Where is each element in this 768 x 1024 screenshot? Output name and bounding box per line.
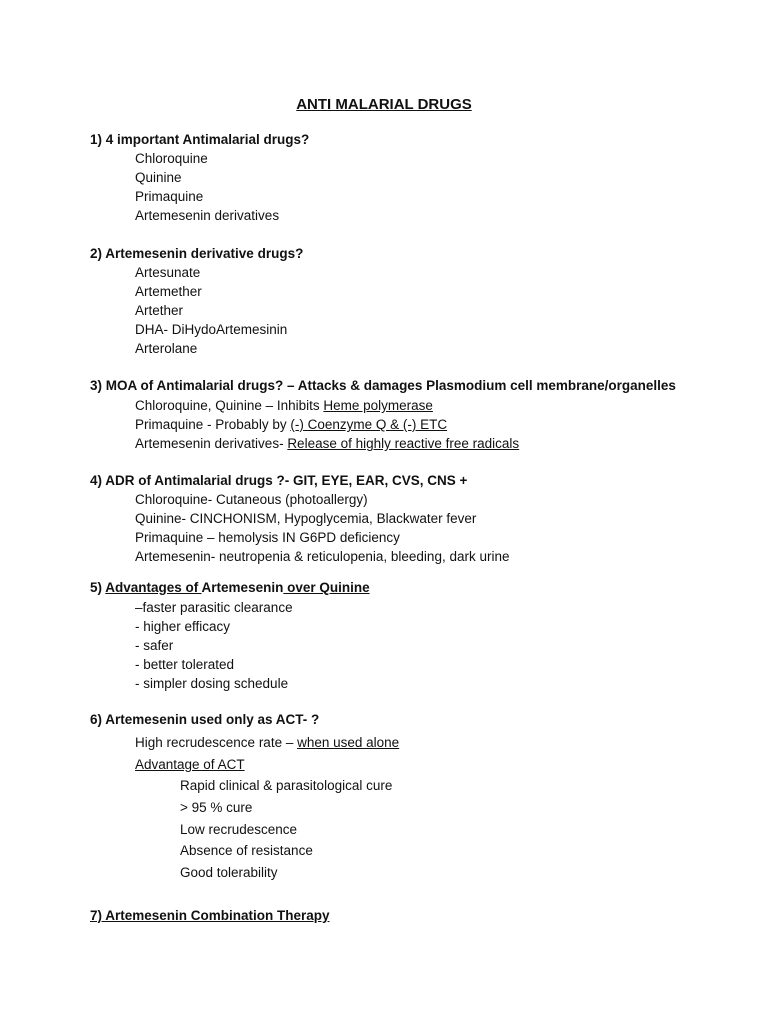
- question-7-heading: 7) Artemesenin Combination Therapy: [90, 908, 330, 923]
- list-item: Quinine: [135, 170, 182, 185]
- list-item: Artemesenin derivatives: [135, 208, 280, 223]
- list-item: Artemether: [135, 284, 202, 299]
- item-text: High recrudescence rate –: [135, 735, 298, 750]
- list-item: Primaquine – hemolysis IN G6PD deficiency: [135, 530, 400, 545]
- list-item: - better tolerated: [135, 657, 235, 672]
- item-underlined-text: (-) Coenzyme Q & (-) ETC: [290, 417, 448, 432]
- heading-underlined-text: Advantages of: [105, 580, 202, 595]
- list-item: Artemesenin- neutropenia & reticulopenia, bleeding, dark urine: [135, 549, 510, 564]
- page-title: ANTI MALARIAL DRUGS: [296, 96, 472, 113]
- list-item: Rapid clinical & parasitological cure: [180, 778, 393, 793]
- list-item: [135, 417, 447, 432]
- question-1-heading: 1) 4 important Antimalarial drugs?: [90, 132, 310, 147]
- list-item: Quinine- CINCHONISM, Hypoglycemia, Blackwater fever: [135, 511, 477, 526]
- list-item: [135, 398, 433, 413]
- subheading-advantage-of-act: Advantage of ACT: [135, 757, 245, 772]
- heading-underlined-text: over Quinine: [283, 580, 370, 595]
- list-item: - simpler dosing schedule: [135, 676, 289, 691]
- list-item: - higher efficacy: [135, 619, 231, 634]
- item-underlined-text: when used alone: [297, 735, 400, 750]
- list-item: Chloroquine- Cutaneous (photoallergy): [135, 492, 368, 507]
- list-item: DHA- DiHydoArtemesinin: [135, 322, 288, 337]
- heading-text: Artemesenin: [201, 580, 284, 595]
- question-6-heading: 6) Artemesenin used only as ACT- ?: [90, 712, 320, 727]
- item-text: Artemesenin derivatives-: [135, 436, 288, 451]
- heading-number: 5): [90, 580, 106, 595]
- question-5-heading: [90, 580, 370, 595]
- question-4-heading: 4) ADR of Antimalarial drugs ?- GIT, EYE, EAR, CVS, CNS +: [90, 473, 468, 488]
- list-item: Absence of resistance: [180, 843, 313, 858]
- item-text: Chloroquine, Quinine – Inhibits: [135, 398, 324, 413]
- question-3-heading: 3) MOA of Antimalarial drugs? – Attacks & damages Plasmodium cell membrane/organelles: [90, 378, 676, 393]
- item-text: Primaquine - Probably by: [135, 417, 291, 432]
- list-item: > 95 % cure: [180, 800, 253, 815]
- item-underlined-text: Heme polymerase: [323, 398, 433, 413]
- list-item: Artether: [135, 303, 184, 318]
- list-item: Good tolerability: [180, 865, 278, 880]
- list-item: [135, 436, 519, 451]
- list-item: –faster parasitic clearance: [135, 600, 293, 615]
- question-2-heading: 2) Artemesenin derivative drugs?: [90, 246, 304, 261]
- list-item: - safer: [135, 638, 174, 653]
- item-underlined-text: Release of highly reactive free radicals: [287, 436, 520, 451]
- list-item: Chloroquine: [135, 151, 208, 166]
- list-item: Arterolane: [135, 341, 198, 356]
- list-item: [135, 735, 399, 750]
- list-item: Low recrudescence: [180, 822, 298, 837]
- list-item: Primaquine: [135, 189, 204, 204]
- list-item: Artesunate: [135, 265, 201, 280]
